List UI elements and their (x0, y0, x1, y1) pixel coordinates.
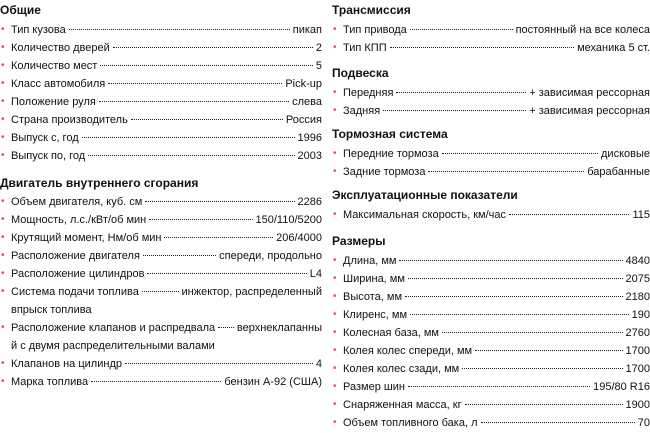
spec-label: Страна производитель (11, 114, 128, 126)
spec-label: Высота, мм (343, 291, 403, 303)
dot-leader (396, 92, 526, 93)
spec-row (332, 206, 650, 224)
spec-label: Расположение клапанов и распредвала (11, 322, 216, 334)
section-performance (332, 188, 650, 224)
bullet-icon: • (333, 381, 337, 392)
spec-label: Передние тормоза (343, 148, 439, 160)
bullet-icon: • (333, 24, 337, 35)
dot-leader (149, 219, 252, 220)
spec-label: Задние тормоза (343, 166, 426, 178)
bullet-icon: • (333, 291, 337, 302)
spec-value: спереди, продольно (219, 250, 322, 262)
spec-value: пикап (292, 24, 322, 36)
dot-leader (410, 314, 629, 315)
bullet-icon: • (1, 250, 5, 261)
spec-value: Россия (285, 114, 322, 126)
dot-leader (509, 214, 629, 215)
section-title: Трансмиссия (332, 3, 411, 17)
spec-value: + зависимая рессорная (529, 87, 650, 99)
spec-row (332, 360, 650, 378)
bullet-icon: • (1, 214, 5, 225)
bullet-icon: • (333, 399, 337, 410)
spec-row (332, 396, 650, 414)
spec-row (332, 270, 650, 288)
bullet-icon: • (1, 96, 5, 107)
spec-label: Расположение двигателя (11, 250, 140, 262)
dot-leader (218, 327, 234, 328)
spec-row (0, 193, 322, 211)
dot-leader (410, 29, 513, 30)
spec-label: Максимальная скорость, км/час (343, 209, 506, 221)
spec-value-continued: й с двумя распределительными валами (11, 340, 215, 352)
dot-leader (465, 404, 623, 405)
spec-row (332, 342, 650, 360)
spec-row (0, 75, 322, 93)
spec-label: Тип КПП (343, 42, 387, 54)
section-engine (0, 176, 322, 391)
spec-value: 1996 (297, 132, 322, 144)
spec-label: Колея колес сзади, мм (343, 363, 460, 375)
bullet-icon: • (1, 322, 5, 333)
spec-row (0, 21, 322, 39)
spec-label: Задняя (343, 105, 381, 117)
spec-label: Объем двигателя, куб. см (11, 196, 143, 208)
spec-value: 5 (315, 60, 322, 72)
dot-leader (143, 255, 216, 256)
spec-value: 4840 (625, 255, 650, 267)
spec-value-continued: впрыск топлива (11, 304, 92, 316)
section-title: Тормозная система (332, 127, 448, 141)
spec-row-valves-layout (0, 319, 322, 355)
spec-label: Колея колес спереди, мм (343, 345, 473, 357)
spec-row (332, 378, 650, 396)
spec-value: 195/80 R16 (593, 381, 650, 393)
spec-value: 2075 (625, 273, 650, 285)
spec-label: Снаряженная масса, кг (343, 399, 462, 411)
spec-value: 2286 (297, 196, 322, 208)
bullet-icon: • (333, 327, 337, 338)
spec-label: Выпуск с, год (11, 132, 79, 144)
spec-row (0, 93, 322, 111)
spec-row (0, 247, 322, 265)
spec-label: Система подачи топлива (11, 286, 139, 298)
bullet-icon: • (333, 273, 337, 284)
section-title: Подвеска (332, 66, 389, 80)
dot-leader (390, 47, 574, 48)
dot-leader (428, 171, 584, 172)
dot-leader (142, 291, 179, 292)
dot-leader (399, 260, 622, 261)
spec-row (0, 129, 322, 147)
bullet-icon: • (1, 24, 5, 35)
spec-row (332, 21, 650, 39)
spec-row (332, 288, 650, 306)
spec-value: дисковые (601, 148, 650, 160)
spec-label: Расположение цилиндров (11, 268, 145, 280)
spec-label: Передняя (343, 87, 394, 99)
spec-row (0, 373, 322, 391)
spec-value: + зависимая рессорная (529, 105, 650, 117)
dot-leader (442, 153, 598, 154)
bullet-icon: • (333, 87, 337, 98)
dot-leader (131, 119, 283, 120)
spec-value: 2180 (625, 291, 650, 303)
bullet-icon: • (333, 209, 337, 220)
spec-row (332, 252, 650, 270)
spec-label: Тип привода (343, 24, 407, 36)
section-title: Эксплуатационные показатели (332, 188, 518, 202)
bullet-icon: • (333, 105, 337, 116)
spec-label: Положение руля (11, 96, 96, 108)
spec-row (0, 147, 322, 165)
dot-leader (108, 83, 282, 84)
dot-leader (91, 381, 221, 382)
spec-value: слева (292, 96, 322, 108)
bullet-icon: • (333, 148, 337, 159)
section-brakes (332, 127, 650, 181)
spec-row (332, 84, 650, 102)
spec-label: Клиренс, мм (343, 309, 408, 321)
bullet-icon: • (1, 150, 5, 161)
bullet-icon: • (1, 376, 5, 387)
spec-label: Размер шин (343, 381, 405, 393)
dot-leader (147, 273, 306, 274)
spec-label: Клапанов на цилиндр (11, 358, 122, 370)
spec-value: 4 (315, 358, 322, 370)
spec-row (0, 229, 322, 247)
spec-label: Класс автомобиля (11, 78, 106, 90)
spec-value: барабанные (587, 166, 650, 178)
spec-label: Тип кузова (11, 24, 66, 36)
spec-row-fuel-system (0, 283, 322, 319)
bullet-icon: • (333, 345, 337, 356)
section-title: Двигатель внутреннего сгорания (0, 176, 199, 190)
dot-leader (408, 386, 590, 387)
spec-label: Ширина, мм (343, 273, 405, 285)
bullet-icon: • (333, 309, 337, 320)
dot-leader (462, 368, 622, 369)
dot-leader (383, 110, 526, 111)
dot-leader (164, 237, 273, 238)
spec-value: бензин А-92 (США) (224, 376, 322, 388)
spec-value: 1700 (625, 363, 650, 375)
bullet-icon: • (1, 358, 5, 369)
dot-leader (405, 296, 623, 297)
spec-value: 150/110/5200 (255, 214, 322, 226)
spec-row (332, 145, 650, 163)
spec-row (332, 306, 650, 324)
spec-row (0, 39, 322, 57)
bullet-icon: • (1, 132, 5, 143)
spec-value: 2760 (625, 327, 650, 339)
spec-label: Количество дверей (11, 42, 110, 54)
dot-leader (408, 278, 623, 279)
dot-leader (100, 65, 313, 66)
section-title: Размеры (332, 234, 386, 248)
spec-row (332, 39, 650, 57)
spec-label: Мощность, л.с./кВт/об мин (11, 214, 147, 226)
bullet-icon: • (1, 114, 5, 125)
bullet-icon: • (1, 196, 5, 207)
spec-label: Крутящий момент, Нм/об мин (11, 232, 162, 244)
bullet-icon: • (333, 363, 337, 374)
bullet-icon: • (1, 268, 5, 279)
section-general (0, 3, 322, 165)
spec-row (332, 324, 650, 342)
dot-leader (442, 332, 623, 333)
spec-label: Длина, мм (343, 255, 397, 267)
spec-row (0, 265, 322, 283)
spec-value: L4 (309, 268, 322, 280)
bullet-icon: • (1, 60, 5, 71)
bullet-icon: • (1, 286, 5, 297)
bullet-icon: • (333, 166, 337, 177)
spec-value: 2 (315, 42, 322, 54)
bullet-icon: • (1, 232, 5, 243)
spec-value: механика 5 ст. (577, 42, 650, 54)
spec-value: верхнеклапанны (236, 322, 322, 334)
section-dimensions (332, 234, 650, 432)
spec-value: 1900 (625, 399, 650, 411)
dot-leader (99, 101, 289, 102)
bullet-icon: • (333, 417, 337, 428)
bullet-icon: • (1, 78, 5, 89)
spec-row (0, 57, 322, 75)
spec-value: 206/4000 (276, 232, 322, 244)
spec-value: инжектор, распределенный (181, 286, 322, 298)
spec-value: 115 (632, 209, 650, 221)
bullet-icon: • (333, 42, 337, 53)
spec-value: Pick-up (285, 78, 322, 90)
spec-row (332, 102, 650, 120)
dot-leader (82, 137, 295, 138)
dot-leader (481, 422, 635, 423)
section-suspension (332, 66, 650, 120)
section-transmission (332, 3, 650, 57)
spec-row (0, 111, 322, 129)
spec-label: Марка топлива (11, 376, 89, 388)
spec-label: Выпуск по, год (11, 150, 86, 162)
spec-row (332, 163, 650, 181)
spec-value: 70 (637, 417, 650, 429)
dot-leader (145, 201, 294, 202)
bullet-icon: • (1, 42, 5, 53)
spec-value: постоянный на все колеса (515, 24, 650, 36)
spec-label: Объем топливного бака, л (343, 417, 478, 429)
dot-leader (113, 47, 313, 48)
spec-row (0, 355, 322, 373)
spec-label: Количество мест (11, 60, 98, 72)
spec-value: 2003 (297, 150, 322, 162)
spec-value: 190 (631, 309, 650, 321)
section-title: Общие (0, 3, 41, 17)
dot-leader (475, 350, 622, 351)
spec-value: 1700 (625, 345, 650, 357)
spec-row (332, 414, 650, 432)
dot-leader (69, 29, 290, 30)
spec-label: Колесная база, мм (343, 327, 439, 339)
dot-leader (125, 363, 313, 364)
spec-row (0, 211, 322, 229)
bullet-icon: • (333, 255, 337, 266)
dot-leader (88, 155, 294, 156)
